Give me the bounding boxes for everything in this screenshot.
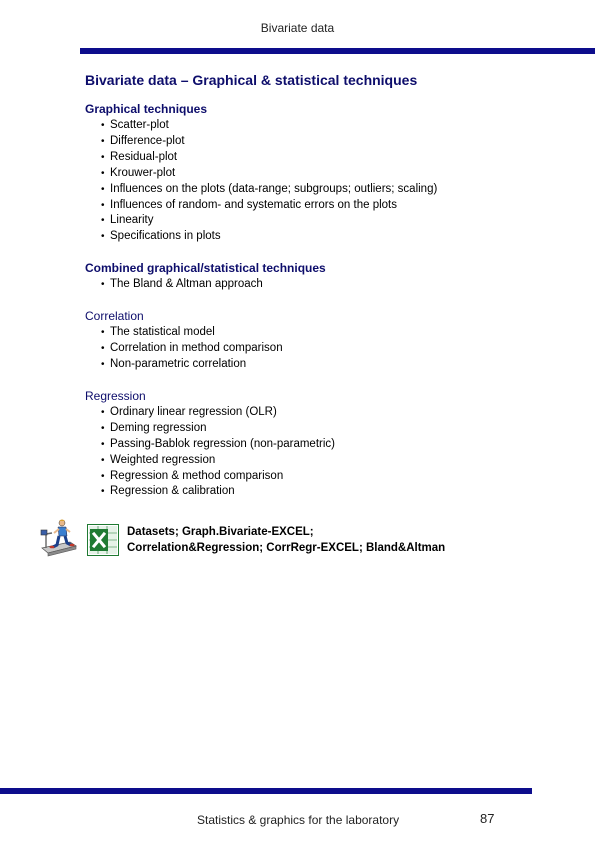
resource-line-1[interactable]: Datasets; Graph.Bivariate-EXCEL; [127, 526, 314, 538]
list-item: • Correlation in method comparison [85, 341, 555, 357]
bullet-icon: • [101, 215, 105, 227]
section-graphical-techniques [85, 102, 555, 245]
list-item: • Regression & calibration [85, 484, 555, 500]
bullet-list [85, 277, 555, 293]
bullet-list [85, 118, 555, 245]
bullet-icon: • [101, 167, 105, 179]
bullet-icon: • [101, 327, 105, 339]
bullet-icon: • [101, 486, 105, 498]
list-item: • Difference-plot [85, 134, 555, 150]
bullet-icon: • [101, 454, 105, 466]
list-item: • Deming regression [85, 421, 555, 437]
section-regression [85, 389, 555, 500]
list-item: • Non-parametric correlation [85, 357, 555, 373]
list-item: • Scatter-plot [85, 118, 555, 134]
footer-title: Statistics & graphics for the laboratory [197, 813, 400, 827]
bullet-icon: • [101, 279, 105, 291]
resource-links [127, 524, 445, 556]
bullet-icon: • [101, 231, 105, 243]
section-combined-techniques [85, 261, 555, 293]
bullet-list [85, 325, 555, 373]
list-item: • The statistical model [85, 325, 555, 341]
bullet-icon: • [101, 183, 105, 195]
bullet-icon: • [101, 120, 105, 131]
bullet-icon: • [101, 438, 105, 450]
page-number: 87 [480, 811, 495, 826]
list-item: • Influences of random- and systematic errors on the plots [85, 198, 555, 214]
section-heading: Regression [85, 388, 146, 403]
list-item: • Linearity [85, 213, 555, 229]
list-item: • Specifications in plots [85, 229, 555, 245]
list-item: • Passing-Bablok regression (non-parametric) [85, 437, 555, 453]
bullet-icon: • [101, 406, 105, 418]
bullet-icon: • [101, 151, 105, 163]
content-body [85, 102, 555, 516]
list-item: • Weighted regression [85, 453, 555, 469]
section-heading: Graphical techniques [85, 102, 208, 116]
section-correlation [85, 309, 555, 373]
bullet-icon: • [101, 199, 105, 211]
header-rule [80, 48, 595, 54]
list-item: • Ordinary linear regression (OLR) [85, 405, 555, 421]
list-item: • Influences on the plots (data-range; subgroups; outliers; scaling) [85, 182, 555, 198]
page-title: Bivariate data – Graphical & statistical techniques [85, 72, 418, 88]
list-item: • The Bland & Altman approach [85, 277, 555, 293]
resource-line-2[interactable]: Correlation&Regression; CorrRegr-EXCEL; Bland&Altman [127, 542, 446, 554]
running-header: Bivariate data [260, 21, 335, 35]
footer-rule [0, 788, 532, 794]
bullet-list [85, 405, 555, 500]
list-item: • Regression & method comparison [85, 469, 555, 485]
bullet-icon: • [101, 343, 105, 355]
bullet-icon: • [101, 422, 105, 434]
bullet-icon: • [101, 470, 105, 482]
bullet-icon: • [101, 135, 105, 147]
treadmill-runner-icon[interactable] [40, 518, 78, 558]
list-item: • Krouwer-plot [85, 166, 555, 182]
section-heading: Combined graphical/statistical techniques [85, 261, 326, 276]
section-heading: Correlation [85, 309, 144, 324]
list-item: • Residual-plot [85, 150, 555, 166]
excel-icon[interactable] [87, 524, 119, 556]
bullet-icon: • [101, 358, 105, 370]
